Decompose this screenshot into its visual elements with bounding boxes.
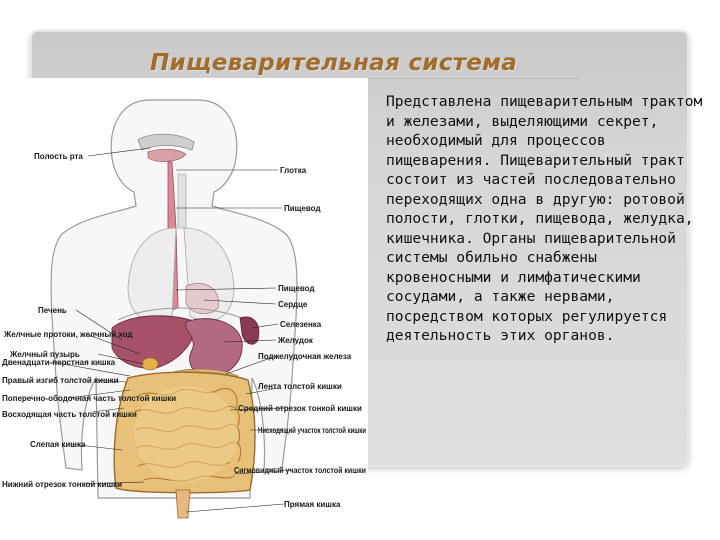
label-sigmoid: Сигмовидный участок толстой кишки xyxy=(234,466,367,475)
label-bile-ducts: Желчные протоки, желчный ход xyxy=(4,330,133,339)
label-right-flexure: Правый изгиб толстой кишки xyxy=(2,376,119,385)
label-cecum: Слепая кишка xyxy=(30,440,86,449)
label-heart: Сердце xyxy=(278,300,308,309)
label-esophagus-low: Пищевод xyxy=(278,284,315,293)
label-duodenum: Двенадцати-перстная кишка xyxy=(2,358,116,367)
anatomy-illustration xyxy=(0,78,368,540)
label-esophagus-top: Пищевод xyxy=(284,204,321,213)
trachea-shape xyxy=(178,174,186,228)
slide-body-text: Представлена пищеварительным трактом и железами, выделяющими секрет, необходимый для процессов пищеварения. Пищеварительный тракт состоит из частей последовательно переходящих одна в другую: ротовой полости, глотки, пищевода, желудка, кишечника. Органы пищеварительной системы обильно снабжены кровеносными и лимфатическими сосудами, а также нервами, посредством которых регулируется деятельность этих органов. xyxy=(386,93,703,344)
label-colon-band: Лента толстой кишки xyxy=(258,382,342,391)
label-spleen: Селезенка xyxy=(280,320,322,329)
rectum-shape xyxy=(176,490,190,518)
label-transverse-colon: Поперечно-ободочная часть толстой кишки xyxy=(2,394,177,403)
digestive-system-diagram xyxy=(0,78,368,540)
label-oral-cavity: Полость рта xyxy=(34,152,83,161)
label-ascending-colon: Восходящая часть толстой кишки xyxy=(2,410,137,419)
label-liver: Печень xyxy=(38,306,67,315)
label-pancreas: Поджелудочная железа xyxy=(258,352,352,361)
label-descending-colon: Нисходящий участок толстой кишки xyxy=(258,426,367,435)
label-stomach: Желудок xyxy=(278,336,313,345)
label-rectum: Прямая кишка xyxy=(284,500,341,509)
slide-title: Пищеварительная система xyxy=(150,50,518,76)
label-pharynx: Глотка xyxy=(280,166,307,175)
gallbladder-shape xyxy=(142,358,158,370)
label-lower-small-intestine: Нижний отрезок тонкой кишки xyxy=(2,480,123,489)
label-gallbladder: Желчный пузырь xyxy=(10,350,80,359)
label-middle-small-intestine: Средний отрезок тонкой кишки xyxy=(238,404,362,413)
